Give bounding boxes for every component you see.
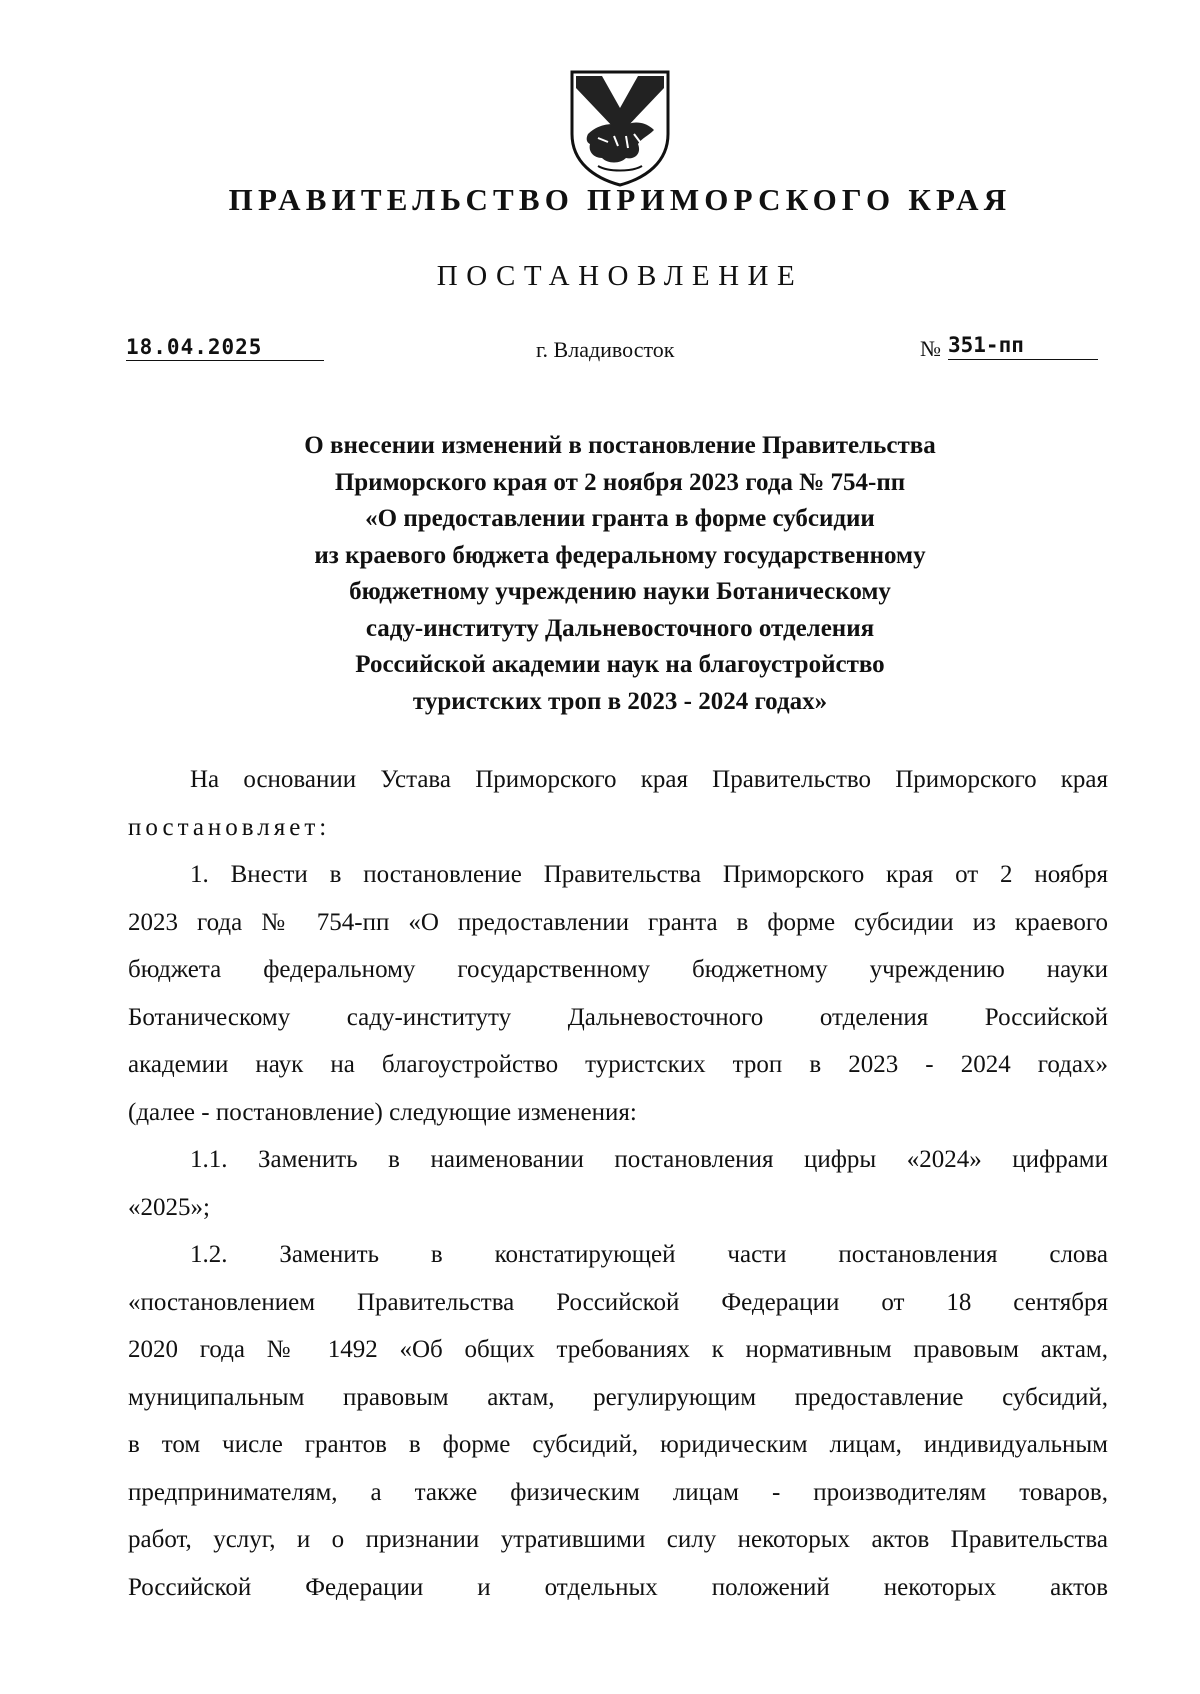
document-type: ПОСТАНОВЛЕНИЕ (436, 260, 804, 292)
subject-line: из краевого бюджета федеральному государственному (314, 541, 926, 569)
body-line: постановляет: (128, 813, 331, 841)
document-body (128, 763, 1108, 1618)
document-subject (0, 428, 1200, 720)
body-line: Ботаническому саду-институту Дальневосточного отделения Российской (128, 1003, 1108, 1031)
body-line: академии наук на благоустройство туристских троп в 2023 - 2024 годах» (128, 1051, 1108, 1078)
document-number-label: № (920, 336, 941, 361)
body-line: На основании Устава Приморского края Правительство Приморского края (190, 766, 1108, 793)
body-line: «постановлением Правительства Российской Федерации от 18 сентября (128, 1288, 1108, 1316)
body-line: Российской Федерации и отдельных положений некоторых актов (128, 1573, 1108, 1601)
subject-line: саду-институту Дальневосточного отделения (365, 614, 875, 642)
body-line: «2025»; (128, 1193, 210, 1221)
body-line: 2020 года № 1492 «Об общих требованиях к нормативным правовым актам, (128, 1336, 1108, 1363)
subject-line: туристских троп в 2023 - 2024 годах» (412, 687, 828, 715)
primorsky-krai-coat-of-arms-icon (568, 68, 672, 188)
body-line: бюджета федеральному государственному бюджетному учреждению науки (128, 956, 1108, 983)
subject-line: О внесении изменений в постановление Правительства (304, 432, 936, 459)
body-line: в том числе грантов в форме субсидий, юридическим лицам, индивидуальным (128, 1431, 1108, 1458)
subject-line: Российской академии наук на благоустройство (355, 651, 885, 678)
body-line: муниципальным правовым актам, регулирующим предоставление субсидий, (128, 1383, 1108, 1411)
body-line: 1. Внести в постановление Правительства Приморского края от 2 ноября (190, 861, 1108, 888)
body-line: (далее - постановление) следующие изменения: (128, 1098, 637, 1126)
subject-line: Приморского края от 2 ноября 2023 года № 754-пп (334, 468, 906, 496)
document-city: г. Владивосток (536, 337, 675, 362)
body-line: 1.1. Заменить в наименовании постановления цифры «2024» цифрами (190, 1146, 1108, 1173)
body-line: предпринимателям, а также физическим лицам - производителям товаров, (128, 1478, 1108, 1506)
document-date: 18.04.2025 (126, 335, 324, 361)
subject-line: бюджетному учреждению науки Ботаническому (349, 578, 891, 605)
document-number: 351-пп (948, 333, 1098, 360)
body-line: 1.2. Заменить в констатирующей части постановления слова (190, 1241, 1108, 1268)
government-title: ПРАВИТЕЛЬСТВО ПРИМОРСКОГО КРАЯ (228, 182, 1012, 217)
body-line: 2023 года № 754-пп «О предоставлении гранта в форме субсидии из краевого (128, 908, 1108, 936)
subject-line: «О предоставлении гранта в форме субсидии (365, 505, 875, 532)
body-line: работ, услуг, и о признании утратившими силу некоторых актов Правительства (128, 1526, 1108, 1553)
